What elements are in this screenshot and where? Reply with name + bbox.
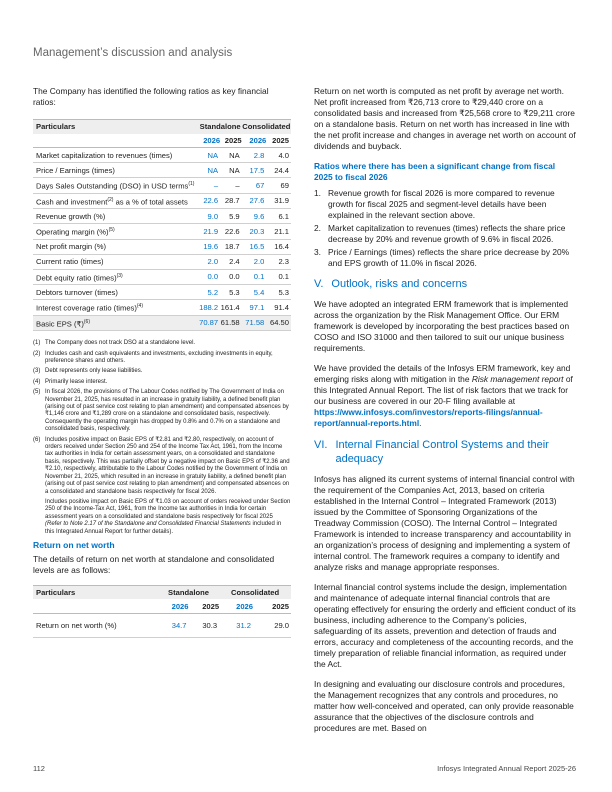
ratio-value: 0.1 <box>266 269 291 285</box>
ratio-value: 188.2 <box>199 300 221 316</box>
right-column <box>314 86 576 743</box>
ratio-value: 5.2 <box>199 285 221 300</box>
ratio-value: 19.6 <box>199 239 221 254</box>
footnote: (1) The Company does not track DSO at a standalone level. <box>33 340 196 347</box>
ratio-name: Interest coverage ratio (times)$^{(4)}$ <box>33 300 199 316</box>
footnote: (6) Includes positive impact on Basic EPS of ₹2.81 and ₹2.80, respectively, on account of orders received under Section 250 and 254 of the Income Tax Act, 1961, from the Income tax authorities in India for certain assessment years, on a consolidated and standalone basis, respectively. This was partially offset by a negative impact on Basic EPS of ₹2.36 and ₹2.10, respectively, attributable to the Labour Codes notified by the Government of India on November 21, 2025, which resulted in an increase in gratuity liability, a defined benefit plan (arising out of past service cost relating to plan amendment) and compensated absences on a consolidated and standalone basis respectively for fiscal 2026. <box>33 436 290 495</box>
ratio-value: 0.1 <box>242 269 267 285</box>
ratio-value: 24.4 <box>266 163 291 178</box>
ratio-value: 2.0 <box>199 254 221 269</box>
key-ratios-table <box>33 119 291 331</box>
ratio-value: NA <box>199 163 221 178</box>
table-row <box>33 209 291 224</box>
ratio-value: 6.1 <box>266 209 291 224</box>
year-header: 2025 <box>220 134 242 148</box>
footnote: (4) Primarily lease interest. <box>33 378 108 385</box>
ratio-name: Return on net worth (%) <box>33 613 158 637</box>
ronw-explanation: Return on net worth is computed as net profit by average net worth. Net profit increased from ₹26,713 crore to ₹29,440 crore on a consolidated basis and increased from ₹25,568 crore to ₹29,211 crore on a standalone basis. Return on net worth has increased in line with the net profit increase and changes in average net worth on account of dividends and buyback. <box>314 86 576 151</box>
ratio-value: 0.0 <box>220 269 242 285</box>
ratio-value: 5.4 <box>242 285 267 300</box>
ratio-name: Revenue growth (%) <box>33 209 199 224</box>
ratio-value: 9.6 <box>242 209 267 224</box>
ratio-value: 97.1 <box>242 300 267 316</box>
ratio-value: 22.6 <box>199 193 221 209</box>
col-standalone: Standalone <box>158 585 219 599</box>
table-footnotes <box>33 340 291 496</box>
section-title: Management’s discussion and analysis <box>33 47 233 59</box>
ifc-paragraph-3: In designing and evaluating our disclosure controls and procedures, the Management recognizes that any controls and procedures, no matter how well-conceived and operated, can only provide reasonable assurance that the objectives of the disclosure controls and procedures are met. Based on <box>314 679 574 733</box>
footnote: (3) Debt represents only lease liabilities. <box>33 368 143 375</box>
ratio-value: 64.50 <box>266 315 291 331</box>
col-particulars: Particulars <box>33 585 158 599</box>
ratio-value: 2.4 <box>220 254 242 269</box>
col-particulars: Particulars <box>33 120 199 134</box>
year-header: 2025 <box>253 599 291 613</box>
ratio-name: Days Sales Outstanding (DSO) in USD terms$^{(1)}$ <box>33 178 199 194</box>
ratio-value: 70.87 <box>199 315 221 331</box>
ratio-name: Debt equity ratio (times)$^{(3)}$ <box>33 269 199 285</box>
risk-details-paragraph: We have provided the details of the Infosys ERM framework, key and emerging risks along with mitigation in the Risk management report of this Integrated Annual Report. The list of risk factors that we track for our business are covered in our 20-F filing available at https://www.infosys.com/investors/reports-filings/annual-report/annual-reports.html. <box>314 363 573 428</box>
ratio-value: 16.5 <box>242 239 267 254</box>
table-row <box>33 613 291 637</box>
ratio-value: 2.3 <box>266 254 291 269</box>
ratio-value: 16.4 <box>266 239 291 254</box>
ratio-value: – <box>199 178 221 194</box>
table-row <box>33 148 291 163</box>
ratio-name: Cash and investment$^{(2)}$ as a % of total assets <box>33 193 199 209</box>
ratio-value: NA <box>220 163 242 178</box>
year-header: 2026 <box>219 599 253 613</box>
ratio-value: 2.8 <box>242 148 267 163</box>
ronw-intro: The details of return on net worth at standalone and consolidated levels are as follows: <box>33 553 275 575</box>
ratio-value: 28.7 <box>220 193 242 209</box>
ratio-value: 71.58 <box>242 315 267 331</box>
ratio-value: NA <box>220 148 242 163</box>
ratio-value: 0.0 <box>199 269 221 285</box>
year-header: 2025 <box>189 599 220 613</box>
ratio-value: 69 <box>266 178 291 194</box>
report-title: Infosys Integrated Annual Report 2025-26 <box>437 764 576 773</box>
ratio-value: 67 <box>242 178 267 194</box>
section-v-heading: V. Outlook, risks and concerns <box>314 278 468 290</box>
list-item: 2. Market capitalization to revenues (times) reflects the share price decrease by 20% and revenue growth of 9.6% in fiscal 2026. <box>314 223 566 244</box>
ratio-name: Price / Earnings (times) <box>33 163 199 178</box>
table-row <box>33 224 291 240</box>
ratio-name: Net profit margin (%) <box>33 239 199 254</box>
year-header: 2026 <box>199 134 221 148</box>
ratio-value: 91.4 <box>266 300 291 316</box>
table-row <box>33 254 291 269</box>
table-row <box>33 239 291 254</box>
ratio-change-list <box>314 188 576 269</box>
table-row <box>33 300 291 316</box>
ratio-value: 30.3 <box>189 613 220 637</box>
ratio-value: 9.0 <box>199 209 221 224</box>
table-row <box>33 269 291 285</box>
ratio-value: 20.3 <box>242 224 267 240</box>
footnote: (5) In fiscal 2026, the provisions of The Labour Codes notified by The Government of India on November 21, 2025, has resulted in an increase in gratuity liability, a defined benefit plan (arising out of past service cost relating to plan amendment) and compensated absences by ₹1,146 crore and ₹1,289 crore on a standalone and consolidated basis, respectively. Consequently the operating margin has dropped by 0.8% and 0.7% on a standalone and consolidated basis, respectively. <box>33 389 289 433</box>
col-consolidated: Consolidated <box>219 585 291 599</box>
year-header: 2025 <box>266 134 291 148</box>
ratio-name: Current ratio (times) <box>33 254 199 269</box>
annual-reports-link[interactable]: https://www.infosys.com/investors/reports-filings/annual-report/annual-reports.html <box>314 407 543 428</box>
ratio-value: 5.3 <box>220 285 242 300</box>
ratio-value: 34.7 <box>158 613 189 637</box>
col-consolidated: Consolidated <box>242 120 291 134</box>
footnote: (2) Includes cash and cash equivalents and investments, excluding investments in equity, preference shares and others. <box>33 350 273 364</box>
year-header: 2026 <box>242 134 267 148</box>
ifc-paragraph-2: Internal financial control systems include the design, implementation and maintenance of adequate internal financial controls that are operating effectively for ensuring the orderly and efficient conduct of its business, including adherence to the Company’s policies, safeguarding of its assets, prevention and detection of frauds and errors, accuracy and completeness of the accounting records, and the timely preparation of reliable financial information, as required under the Act. <box>314 582 576 669</box>
ratio-value: 61.58 <box>220 315 242 331</box>
ratio-value: 21.9 <box>199 224 221 240</box>
ratios-change-heading: Ratios where there has been a significant change from fiscal 2025 to fiscal 2026 <box>314 161 556 182</box>
ratios-intro: The Company has identified the following ratios as key financial ratios: <box>33 86 269 107</box>
ratio-value: 17.5 <box>242 163 267 178</box>
ronw-table <box>33 585 291 638</box>
ratio-value: 4.0 <box>266 148 291 163</box>
ratio-value: 27.6 <box>242 193 267 209</box>
ratio-value: 21.1 <box>266 224 291 240</box>
ifc-paragraph-1: Infosys has aligned its current systems of internal financial control with the requirement of the Companies Act, 2013, based on criteria established in the Internal Control – Integrated Framework (2013) issued by the Committee of Sponsoring Organizations of the Treadway Commission (COSO). The Internal Control – Integrated Framework is intended to increase transparency and accountability in an organization’s process of designing and implementing a system of internal control. The framework requires a company to identify and analyze risks and manage appropriate responses. <box>314 474 575 572</box>
ratio-value: NA <box>199 148 221 163</box>
section-vi-heading: VI. Internal Financial Control Systems and their adequacy <box>314 439 549 465</box>
ratio-name: Debtors turnover (times) <box>33 285 199 300</box>
ratio-value: – <box>220 178 242 194</box>
left-column <box>33 86 291 638</box>
ratio-value: 29.0 <box>253 613 291 637</box>
ratio-value: 31.9 <box>266 193 291 209</box>
ratio-value: 31.2 <box>219 613 253 637</box>
ratio-value: 161.4 <box>220 300 242 316</box>
footnote-6-extra: Includes positive impact on Basic EPS of ₹1.03 on account of orders received under Section 250 of the Income-Tax Act, 1961, from the Income tax authorities in India for certain assessment years on a consolidated and standalone basis respectively for fiscal 2025 (Refer to Note 2.17 of the Standalone and Consolidated Financial Statements included in this Integrated Annual Report for further details). <box>45 498 291 535</box>
list-item: 1. Revenue growth for fiscal 2026 is more compared to revenue growth for fiscal 2025 and segment-level details have been explained in the relevant section above. <box>314 188 555 220</box>
table-row <box>33 285 291 300</box>
year-header: 2026 <box>158 599 189 613</box>
col-standalone: Standalone <box>199 120 242 134</box>
table-row <box>33 178 291 194</box>
ratio-value: 18.7 <box>220 239 242 254</box>
ratio-name: Basic EPS (₹)$^{(6)}$ <box>33 315 199 331</box>
ratio-value: 5.9 <box>220 209 242 224</box>
table-row <box>33 315 291 331</box>
ratio-value: 2.0 <box>242 254 267 269</box>
page-number: 112 <box>33 764 45 773</box>
ratio-name: Market capitalization to revenues (times) <box>33 148 199 163</box>
table-row <box>33 193 291 209</box>
ratio-name: Operating margin (%)$^{(5)}$ <box>33 224 199 240</box>
table-row <box>33 163 291 178</box>
ronw-heading: Return on net worth <box>33 539 115 550</box>
ratio-value: 22.6 <box>220 224 242 240</box>
list-item: 3. Price / Earnings (times) reflects the share price decrease by 20% and EPS growth of 11.0% in fiscal 2026. <box>314 247 570 268</box>
ratio-value: 5.3 <box>266 285 291 300</box>
erm-paragraph: We have adopted an integrated ERM framework that is implemented across the organization by the Risk Management Office. Our ERM framework is developed by incorporating the best practices based on COSO and ISO 31000 and then tailored to suit our unique business requirements. <box>314 299 570 353</box>
